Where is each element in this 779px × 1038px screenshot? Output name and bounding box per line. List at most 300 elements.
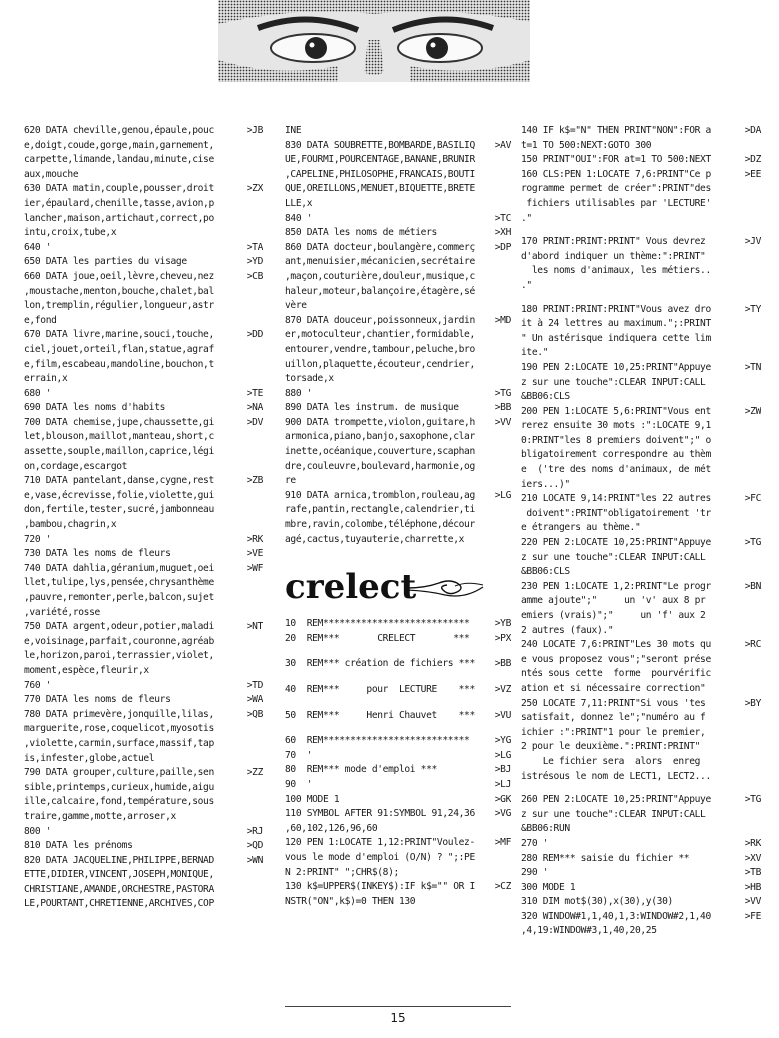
code-line: [521, 667, 761, 682]
checksum: >JV: [744, 236, 761, 248]
checksum: >YG: [494, 735, 511, 747]
code-line: [521, 594, 761, 609]
checksum: >CZ: [494, 881, 511, 893]
code-text: e étrangers au thème.": [521, 522, 641, 534]
code-text: torsade,x: [285, 373, 334, 385]
code-line: [521, 609, 761, 624]
code-line: [521, 390, 761, 405]
checksum: >ZX: [246, 183, 263, 195]
code-text: agé,cactus,tuyauterie,charrette,x: [285, 533, 465, 545]
code-text: INE: [285, 125, 302, 136]
code-line: [521, 182, 761, 197]
checksum: >NA: [246, 402, 263, 414]
code-text: 120 PEN 1:LOCATE 1,12:PRINT"Voulez-: [285, 837, 475, 849]
code-line: [521, 279, 761, 294]
section-title: [285, 567, 511, 608]
code-text: e,fond: [24, 314, 57, 326]
code-text: e ('tre des noms d'animaux, de mét: [521, 464, 711, 476]
code-line: [521, 139, 761, 154]
checksum: >AV: [494, 139, 511, 151]
code-line: [24, 314, 263, 329]
checksum: >LG: [494, 749, 511, 761]
code-line: [24, 285, 263, 300]
code-line: [285, 866, 511, 881]
code-text: 740 DATA dahlia,géranium,muguet,oei: [24, 562, 214, 574]
code-line: [24, 445, 263, 460]
code-line: [521, 895, 761, 910]
code-text: ntés sous cette forme pourvérific: [521, 668, 711, 680]
code-text: ,moustache,menton,bouche,chalet,bal: [24, 285, 214, 297]
code-line: [521, 153, 761, 168]
code-text: 770 DATA les noms de fleurs: [24, 694, 171, 706]
code-text: 180 PRINT:PRINT:PRINT"Vous avez dro: [521, 303, 711, 315]
code-text: ation et si nécessaire correction": [521, 682, 706, 694]
code-line: [285, 793, 511, 808]
code-text: 2 pour le deuxième.":PRINT:PRINT": [521, 741, 701, 753]
code-text: 0:PRINT"les 8 premiers doivent";" o: [521, 434, 711, 446]
code-text: LE,POURTANT,CHRETIENNE,ARCHIVES,COP: [24, 898, 214, 910]
code-text: sible,printemps,curieux,humide,aigu: [24, 781, 214, 793]
code-text: 880 ': [285, 387, 313, 399]
code-line: [285, 749, 511, 764]
checksum: >TD: [246, 679, 263, 691]
code-line: [285, 683, 511, 698]
code-text: 310 DIM mot$(30),x(30),y(30): [521, 896, 673, 908]
code-line: [24, 241, 263, 256]
code-text: moment,espèce,fleurir,x: [24, 664, 149, 676]
checksum: >ZB: [246, 475, 263, 487]
code-line: [24, 328, 263, 343]
checksum: >HB: [744, 881, 761, 893]
code-line: [285, 358, 511, 373]
code-text: 810 DATA les prénoms: [24, 840, 133, 852]
code-line: [24, 358, 263, 373]
code-text: UE,FOURMI,POURCENTAGE,BANANE,BRUNIR: [285, 154, 475, 166]
code-line: [24, 212, 263, 227]
code-line: [285, 632, 511, 647]
code-line: [24, 533, 263, 548]
code-text: &BB06:CLS: [521, 566, 570, 578]
checksum: >DD: [246, 329, 263, 341]
code-text: 110 SYMBOL AFTER 91:SYMBOL 91,24,36: [285, 808, 475, 820]
checksum: >LG: [494, 489, 511, 501]
code-line: [24, 343, 263, 358]
code-line: [521, 434, 761, 449]
code-text: 760 ': [24, 679, 52, 691]
code-line: [521, 565, 761, 580]
code-text: 690 DATA les noms d'habits: [24, 402, 166, 414]
checksum: >MF: [494, 837, 511, 849]
code-line: [24, 460, 263, 475]
code-line: [521, 405, 761, 420]
code-line: [285, 372, 511, 387]
code-text: ,variété,rosse: [24, 606, 100, 618]
code-line: [521, 881, 761, 896]
code-line: [521, 448, 761, 463]
checksum: >TB: [744, 867, 761, 879]
code-line: [24, 255, 263, 270]
code-line: [24, 722, 263, 737]
code-text: 800 ': [24, 825, 52, 837]
code-text: 220 PEN 2:LOCATE 10,25:PRINT"Appuye: [521, 537, 711, 549]
code-text: 200 PEN 1:LOCATE 5,6:PRINT"Vous ent: [521, 405, 711, 417]
code-line: [521, 822, 761, 837]
code-text: 230 PEN 1:LOCATE 1,2:PRINT"Le progr: [521, 580, 711, 592]
code-text: e,doigt,coude,gorge,main,garnement,: [24, 139, 214, 151]
code-line: [285, 255, 511, 270]
code-text: 150 PRINT"OUI":FOR at=1 TO 500:NEXT: [521, 154, 711, 166]
code-line: [521, 521, 761, 536]
code-line: [521, 197, 761, 212]
code-line: [285, 489, 511, 504]
code-line: [24, 139, 263, 154]
code-text: LLE,x: [285, 197, 313, 209]
code-text: rogramme permet de créer":PRINT"des: [521, 183, 711, 195]
code-text: 900 DATA trompette,violon,guitare,h: [285, 416, 475, 428]
checksum: >FC: [744, 493, 761, 505]
code-text: armonica,piano,banjo,saxophone,clar: [285, 431, 475, 443]
checksum: >DP: [494, 241, 511, 253]
code-text: QUE,OREILLONS,MENUET,BIQUETTE,BRETE: [285, 183, 475, 195]
code-text: e vous proposez vous";"seront prése: [521, 653, 711, 665]
code-text: 60 REM***************************: [285, 735, 470, 747]
code-text: ETTE,DIDIER,VINCENT,JOSEPH,MONIQUE,: [24, 869, 214, 881]
code-text: 240 LOCATE 7,6:PRINT"Les 30 mots qu: [521, 639, 711, 651]
code-text: entourer,vendre,tambour,peluche,bro: [285, 343, 475, 355]
code-text: .": [521, 212, 532, 224]
code-text: carpette,limande,landau,minute,cise: [24, 154, 214, 166]
code-line: [285, 734, 511, 749]
checksum: >VV: [744, 896, 761, 908]
checksum: >TG: [744, 794, 761, 806]
code-text: emiers (vrais)";" un 'f' aux 2: [521, 610, 706, 621]
code-line: [521, 866, 761, 881]
code-line: [24, 825, 263, 840]
column-1: [24, 124, 263, 912]
footer-rule: [285, 1006, 511, 1007]
code-text: 670 DATA livre,marine,souci,touche,: [24, 329, 214, 341]
code-line: [521, 682, 761, 697]
code-text: dre,couleuvre,boulevard,harmonie,og: [285, 460, 475, 472]
code-text: 130 k$=UPPER$(INKEY$):IF k$="" OR I: [285, 881, 475, 893]
checksum: >VZ: [494, 684, 511, 695]
code-text: 160 CLS:PEN 1:LOCATE 7,6:PRINT"Ce p: [521, 168, 711, 180]
code-line: [285, 182, 511, 197]
code-text: 30 REM*** création de fichiers ***: [285, 658, 475, 670]
code-text: 250 LOCATE 7,11:PRINT"Si vous 'tes: [521, 697, 706, 709]
code-text: 20 REM*** CRELECT ***: [285, 632, 470, 644]
code-text: 40 REM*** pour LECTURE ***: [285, 684, 475, 695]
code-line: [24, 795, 263, 810]
code-line: [24, 372, 263, 387]
checksum: >WN: [246, 854, 263, 866]
checksum: >ZZ: [246, 767, 263, 779]
code-line: [24, 752, 263, 767]
checksum: >RC: [744, 639, 761, 651]
eyes-photo: [218, 0, 530, 82]
code-line: [24, 503, 263, 518]
code-line: [24, 897, 263, 912]
code-line: [521, 536, 761, 551]
code-line: [285, 474, 511, 489]
code-line: [285, 822, 511, 837]
code-text: 820 DATA JACQUELINE,PHILIPPE,BERNAD: [24, 854, 214, 866]
checksum: >BJ: [494, 764, 511, 776]
code-line: [24, 635, 263, 650]
code-text: traire,gamme,motte,arroser,x: [24, 810, 176, 822]
checksum: >DA: [744, 125, 761, 136]
code-text: ier,épaulard,chenille,tasse,avion,p: [24, 197, 214, 209]
checksum: >XH: [494, 227, 511, 239]
code-line: [521, 250, 761, 265]
code-line: [285, 657, 511, 672]
checksum: >VV: [494, 416, 511, 428]
code-text: 100 MODE 1: [285, 793, 340, 805]
code-text: 870 DATA douceur,poissonneux,jardin: [285, 314, 475, 326]
code-line: [24, 649, 263, 664]
code-line: [521, 638, 761, 653]
code-line: [285, 533, 511, 548]
code-text: lancher,maison,artichaut,correct,po: [24, 212, 214, 224]
code-text: e,voisinage,parfait,couronne,agréab: [24, 635, 214, 647]
checksum: >RK: [246, 533, 263, 545]
checksum: >TN: [744, 361, 761, 373]
code-text: 210 LOCATE 9,14:PRINT"les 22 autres: [521, 493, 711, 505]
checksum: >MD: [494, 314, 511, 326]
code-line: [285, 270, 511, 285]
code-text: 720 ': [24, 533, 52, 545]
code-text: 10 REM***************************: [285, 618, 470, 630]
checksum: >TA: [246, 241, 263, 253]
code-line: [285, 241, 511, 256]
code-line: [24, 197, 263, 212]
code-line: [285, 401, 511, 416]
code-text: don,fertile,tester,sucré,jambonneau: [24, 504, 214, 516]
checksum: >RJ: [246, 825, 263, 837]
code-line: [521, 793, 761, 808]
code-text: 730 DATA les noms de fleurs: [24, 548, 171, 560]
code-text: ite.": [521, 347, 549, 359]
code-line: [24, 489, 263, 504]
code-line: [521, 376, 761, 391]
code-line: [24, 474, 263, 489]
checksum: >LJ: [494, 778, 511, 790]
code-text: haleur,moteur,balançoire,étagère,sé: [285, 285, 475, 297]
checksum: >QD: [246, 840, 263, 852]
code-line: [24, 547, 263, 562]
code-text: 910 DATA arnica,tromblon,rouleau,ag: [285, 489, 475, 501]
code-text: 320 WINDOW#1,1,40,1,3:WINDOW#2,1,40: [521, 910, 711, 922]
code-line: [521, 653, 761, 668]
code-text: iers...)": [521, 478, 570, 490]
code-line: [285, 807, 511, 822]
code-line: [285, 880, 511, 895]
code-text: 70 ': [285, 749, 313, 761]
code-text: t=1 TO 500:NEXT:GOTO 300: [521, 139, 652, 151]
code-text: CHRISTIANE,AMANDE,ORCHESTRE,PASTORA: [24, 883, 214, 895]
code-text: llet,tulipe,lys,pensée,chrysanthème: [24, 577, 214, 589]
code-line: [521, 755, 761, 770]
code-line: [521, 264, 761, 279]
code-line: [24, 518, 263, 533]
code-line: [24, 810, 263, 825]
code-line: [285, 617, 511, 632]
code-text: ,60,102,126,96,60: [285, 822, 378, 834]
checksum: >TG: [744, 537, 761, 549]
code-line: [521, 168, 761, 183]
code-text: 630 DATA matin,couple,pousser,droit: [24, 183, 214, 195]
code-line: [285, 328, 511, 343]
code-line: [521, 463, 761, 478]
code-line: [285, 124, 511, 139]
code-line: [521, 551, 761, 566]
code-text: 640 ': [24, 241, 52, 253]
code-line: [521, 303, 761, 318]
checksum: >PX: [494, 632, 511, 644]
code-text: rerez ensuite 30 mots :":LOCATE 9,1: [521, 420, 711, 432]
code-line: [521, 852, 761, 867]
code-text: re: [285, 475, 296, 487]
code-text: 840 ': [285, 212, 313, 224]
code-text: ,bambou,chagrin,x: [24, 519, 117, 531]
code-line: [24, 708, 263, 723]
code-line: [521, 711, 761, 726]
code-text: satisfait, donnez le";"numéro au f: [521, 712, 706, 724]
section-title-text: crelect: [285, 567, 417, 608]
code-text: ichier :":PRINT"1 pour le premier,: [521, 726, 706, 738]
code-line: [24, 664, 263, 679]
checksum: >DV: [246, 416, 263, 428]
code-text: 750 DATA argent,odeur,potier,maladi: [24, 621, 214, 633]
code-text: 620 DATA cheville,genou,épaule,pouc: [24, 125, 214, 136]
code-text: ,violette,carmin,surface,massif,tap: [24, 737, 214, 749]
code-line: [285, 430, 511, 445]
code-text: let,blouson,maillot,manteau,short,c: [24, 431, 214, 443]
code-text: d'abord indiquer un thème:":PRINT": [521, 250, 706, 262]
code-line: [24, 124, 263, 139]
code-text: 790 DATA grouper,culture,paille,sen: [24, 767, 214, 779]
code-text: marguerite,rose,coquelicot,myosotis: [24, 723, 214, 735]
code-line: [24, 839, 263, 854]
code-line: [521, 740, 761, 755]
code-text: ille,calcaire,fond,température,sous: [24, 796, 214, 808]
checksum: >VU: [494, 709, 511, 721]
checksum: >TY: [744, 303, 761, 315]
code-text: 780 DATA primevère,jonquille,lilas,: [24, 708, 214, 720]
code-line: [521, 770, 761, 785]
code-text: it à 24 lettres au maximum.";:PRINT: [521, 318, 711, 330]
code-text: uillon,plaquette,écouteur,cendrier,: [285, 358, 475, 370]
code-text: ,maçon,couturière,douleur,musique,c: [285, 270, 475, 282]
code-line: [521, 808, 761, 823]
code-text: rafe,pantin,rectangle,calendrier,ti: [285, 504, 475, 516]
code-text: mbre,ravin,colombe,téléphone,décour: [285, 519, 475, 531]
code-text: inette,océanique,couverture,scaphan: [285, 446, 475, 458]
code-line: [24, 226, 263, 241]
code-line: [24, 387, 263, 402]
checksum: >GK: [494, 793, 511, 805]
code-text: ,CAPELINE,PHILOSOPHE,FRANCAIS,BOUTI: [285, 168, 475, 180]
code-text: &BB06:RUN: [521, 823, 570, 835]
code-text: lon,tremplin,régulier,longueur,astr: [24, 300, 214, 312]
checksum: >TG: [494, 387, 511, 399]
code-line: [24, 430, 263, 445]
code-line: [24, 868, 263, 883]
code-text: 190 PEN 2:LOCATE 10,25:PRINT"Appuye: [521, 361, 711, 373]
code-text: z sur une touche":CLEAR INPUT:CALL: [521, 376, 706, 388]
code-text: ant,menuisier,mécanicien,secrétaire: [285, 256, 475, 268]
code-line: [285, 778, 511, 793]
code-line: [285, 387, 511, 402]
code-text: 830 DATA SOUBRETTE,BOMBARDE,BASILIQ: [285, 139, 475, 151]
code-line: [24, 679, 263, 694]
code-line: [24, 299, 263, 314]
checksum: >VG: [494, 808, 511, 820]
code-text: er,motoculteur,chantier,formidable,: [285, 329, 475, 341]
code-text: N 2:PRINT" ";CHR$(8);: [285, 866, 399, 878]
code-text: 650 DATA les parties du visage: [24, 256, 187, 268]
code-text: istrésous le nom de LECT1, LECT2...: [521, 770, 711, 782]
checksum: >CB: [246, 270, 263, 282]
code-text: vère: [285, 300, 307, 312]
checksum: >ZW: [744, 405, 761, 417]
code-text: 890 DATA les instrum. de musique: [285, 402, 459, 414]
code-text: ,4,19:WINDOW#3,1,40,20,25: [521, 925, 657, 937]
code-line: [24, 766, 263, 781]
code-line: [24, 270, 263, 285]
code-line: [521, 235, 761, 250]
code-line: [285, 153, 511, 168]
code-text: errain,x: [24, 373, 68, 385]
code-line: [521, 580, 761, 595]
code-line: [521, 419, 761, 434]
code-line: [285, 416, 511, 431]
code-line: [285, 895, 511, 910]
code-text: vous le mode d'emploi (O/N) ? ";:PE: [285, 851, 475, 863]
code-line: [285, 445, 511, 460]
code-line: [24, 168, 263, 183]
checksum: >FE: [744, 910, 761, 922]
code-line: [285, 343, 511, 358]
checksum: >BB: [494, 658, 511, 670]
checksum: >BB: [494, 402, 511, 414]
code-text: doivent":PRINT"obligatoirement 'tr: [521, 507, 711, 519]
code-text: aux,mouche: [24, 168, 79, 180]
code-line: [285, 460, 511, 475]
code-text: on,cordage,escargot: [24, 460, 128, 472]
code-text: 700 DATA chemise,jupe,chaussette,gi: [24, 416, 214, 428]
code-line: [521, 492, 761, 507]
code-line: [24, 576, 263, 591]
checksum: >BY: [744, 697, 761, 709]
code-text: les noms d'animaux, les métiers..: [521, 265, 711, 277]
checksum: >VE: [246, 548, 263, 560]
column-2: [285, 124, 511, 909]
code-text: 680 ': [24, 387, 52, 399]
code-line: [24, 401, 263, 416]
code-line: [285, 299, 511, 314]
checksum: >TE: [246, 387, 263, 399]
checksum: >EE: [744, 168, 761, 180]
code-text: 140 IF k$="N" THEN PRINT"NON":FOR a: [521, 125, 711, 136]
code-line: [285, 226, 511, 241]
code-line: [521, 507, 761, 522]
code-line: [521, 837, 761, 852]
code-line: [285, 836, 511, 851]
code-line: [24, 562, 263, 577]
code-line: [521, 910, 761, 925]
code-line: [24, 620, 263, 635]
